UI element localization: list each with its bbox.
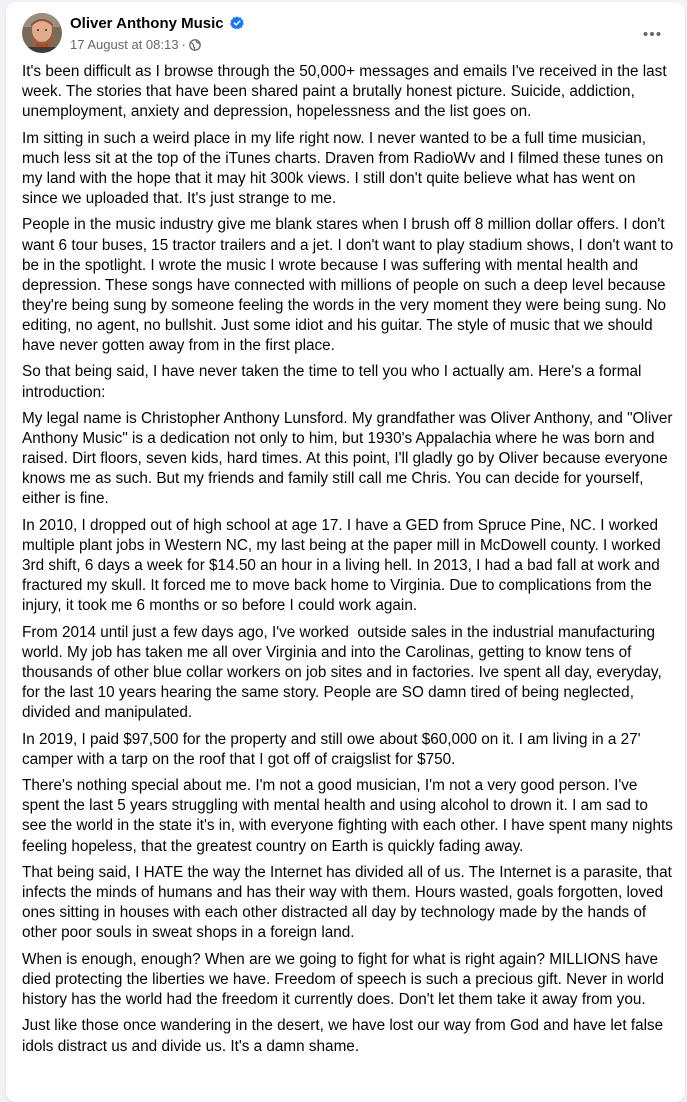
post-body	[22, 62, 678, 1063]
post-paragraph: In 2019, I paid $97,500 for the property and still owe about $60,000 on it. I am living in a 27' camper with a tarp on the roof that I got off of craigslist for $750.	[22, 730, 645, 768]
globe-icon	[189, 39, 201, 51]
post-paragraph: My legal name is Christopher Anthony Lunsford. My grandfather was Oliver Anthony, and "Oliver Anthony Music" is a dedication not only to him, but 1930's Appalachia where he was born and raised. Dirt floors, seven kids, hard times. At this point, I'll gladly go by Oliver because everyone knows me as such. But my friends and family still call me Chris. You can decide for yourself, either is fine.	[22, 410, 676, 508]
post-paragraph: From 2014 until just a few days ago, I've worked outside sales in the industrial manufacturing world. My job has taken me all over Virginia and into the Carolinas, getting to know tens of thousands of other blue collar workers on job sites and in factories. Ive spent all day, everyday, for the last 10 years hearing the same story. People are SO damn tired of being neglected, divided and manipulated.	[22, 623, 666, 722]
more-options-icon	[634, 16, 670, 52]
more-options-button[interactable]	[634, 16, 670, 52]
post-paragraph: People in the music industry give me blank stares when I brush off 8 million dollar offers. I don't want 6 tour buses, 15 tractor trailers and a jet. I don't want to play stadium shows, I don't want to be in the spotlight. I wrote the music I wrote because I was suffering with mental health and depression. These songs have connected with millions of people on such a deep level because they're being sung by someone feeling the words in the very moment they were being sung. No editing, no agent, no bullshit. Just some idiot and his guitar. The style of music that we should have never gotten away from in the first place.	[22, 216, 678, 354]
author-name[interactable]: Oliver Anthony Music	[70, 15, 224, 32]
avatar-portrait-icon	[22, 13, 62, 53]
post-paragraph: It's been difficult as I browse through the 50,000+ messages and emails I've received in the last week. The stories that have been shared paint a brutally honest picture. Suicide, addiction, unemployment, anxiety and depression, hopelessness and the list goes on.	[22, 63, 671, 121]
post-paragraph: There's nothing special about me. I'm not a good musician, I'm not a very good person. I've spent the last 5 years struggling with mental health and using alcohol to drown it. I am sad to see the world in the state it's in, with everyone fighting with each other. I have spent many nights feeling hopeless, that the greatest country on Earth is quickly fading away.	[22, 777, 678, 855]
post-paragraph: Just like those once wandering in the desert, we have lost our way from God and have let false idols distract us and divide us. It's a damn shame.	[22, 1017, 668, 1055]
post-timestamp[interactable]: 17 August at 08:13	[70, 37, 179, 52]
post-header	[6, 2, 685, 62]
post-paragraph: So that being said, I have never taken the time to tell you who I actually am. Here's a formal introduction:	[22, 363, 646, 401]
post-paragraph: In 2010, I dropped out of high school at age 17. I have a GED from Spruce Pine, NC. I worked multiple plant jobs in Western NC, my last being at the paper mill in McDowell county. I worked 3rd shift, 6 days a week for $14.50 an hour in a living hell. In 2013, I had a bad fall at work and fractured my skull. It forced me to move back home to Virginia. Due to complications from the injury, it took me 6 months or so before I could work again.	[22, 516, 666, 615]
post-paragraph: That being said, I HATE the way the Internet has divided all of us. The Internet is a parasite, that infects the minds of humans and has their way with them. Hours wasted, goals forgotten, loved ones sitting in houses with each other distracted all day by technology made by the hands of other poor souls in sweat shops in a foreign land.	[22, 863, 677, 942]
avatar[interactable]	[22, 13, 62, 53]
meta-separator: ·	[181, 37, 186, 52]
post-paragraph: When is enough, enough? When are we going to fight for what is right again? MILLIONS have died protecting the liberties we have. Freedom of speech is such a precious gift. Never in world history has the world had the freedom it currently does. Don't let them take it away from you.	[22, 950, 669, 1008]
post-card	[6, 2, 685, 1102]
post-meta	[70, 37, 201, 52]
verified-badge-icon	[230, 16, 244, 30]
post-paragraph: Im sitting in such a weird place in my life right now. I never wanted to be a full time musician, much less sit at the top of the iTunes charts. Draven from RadioWv and I filmed these tunes on my land with the hope that it may hit 300k views. I still don't quite believe what has went on since we uploaded that. It's just strange to me.	[22, 129, 668, 207]
